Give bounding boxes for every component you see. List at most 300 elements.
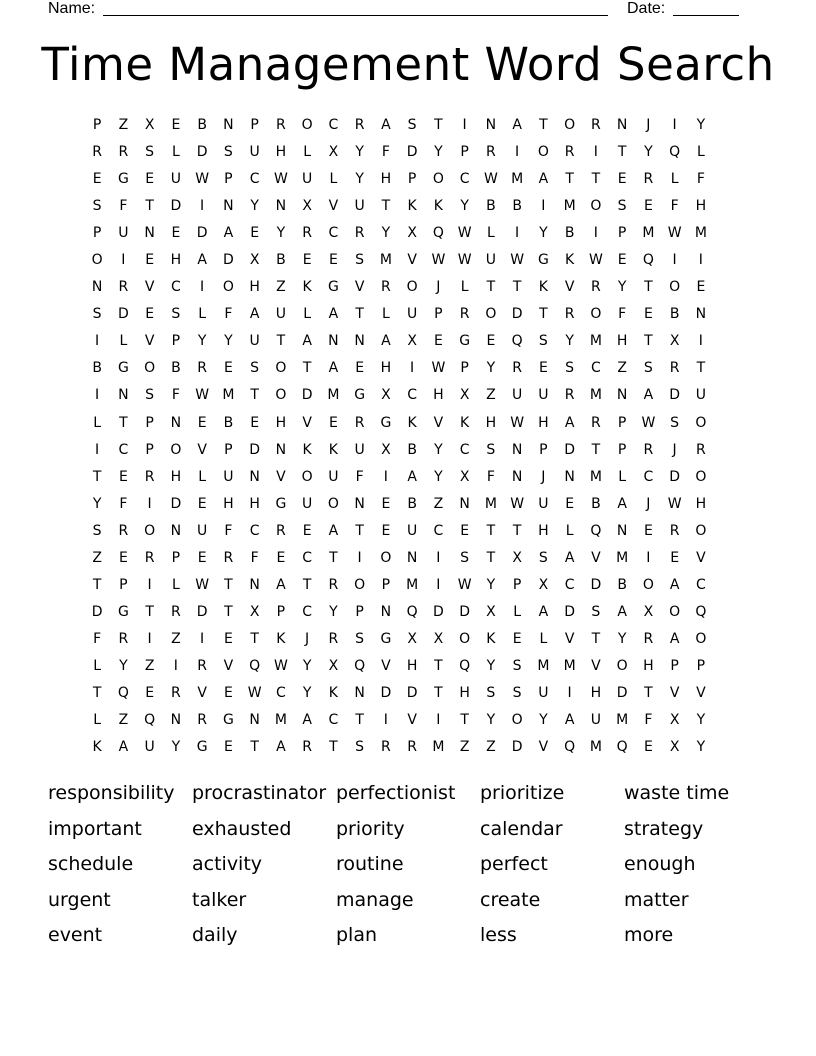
grid-letter[interactable]: R xyxy=(171,603,181,620)
grid-letter[interactable]: A xyxy=(407,468,417,485)
grid-letter[interactable]: T xyxy=(92,684,102,701)
grid-letter[interactable]: P xyxy=(460,360,469,377)
grid-letter[interactable]: S xyxy=(355,252,365,269)
grid-letter[interactable]: I xyxy=(436,712,441,729)
grid-letter[interactable]: S xyxy=(538,333,548,350)
grid-letter[interactable]: K xyxy=(433,198,443,215)
grid-letter[interactable]: F xyxy=(119,198,128,215)
grid-letter[interactable]: D xyxy=(406,684,418,701)
grid-letter[interactable]: W xyxy=(510,414,525,431)
grid-letter[interactable]: P xyxy=(171,333,181,350)
grid-letter[interactable]: W xyxy=(195,387,210,404)
grid-letter[interactable]: I xyxy=(462,117,467,133)
grid-letter[interactable]: O xyxy=(380,549,392,566)
grid-letter[interactable]: I xyxy=(147,495,152,512)
grid-letter[interactable]: R xyxy=(197,360,207,377)
grid-letter[interactable]: C xyxy=(459,171,470,188)
grid-letter[interactable]: J xyxy=(436,279,441,296)
grid-letter[interactable]: O xyxy=(485,306,497,323)
grid-letter[interactable]: D xyxy=(511,739,523,756)
grid-letter[interactable]: R xyxy=(118,144,129,161)
grid-letter[interactable]: J xyxy=(305,630,310,647)
grid-letter[interactable]: M xyxy=(589,387,602,404)
grid-letter[interactable]: C xyxy=(170,279,181,296)
grid-letter[interactable]: R xyxy=(459,306,470,323)
grid-letter[interactable]: B xyxy=(512,198,522,215)
grid-letter[interactable]: B xyxy=(407,495,417,512)
grid-letter[interactable]: E xyxy=(145,306,155,323)
grid-letter[interactable]: U xyxy=(170,171,181,188)
grid-letter[interactable]: I xyxy=(173,657,178,674)
grid-letter[interactable]: T xyxy=(329,739,338,756)
grid-letter[interactable]: Y xyxy=(302,657,312,674)
name-blank-line[interactable] xyxy=(103,15,608,16)
grid-letter[interactable]: U xyxy=(538,684,549,701)
grid-letter[interactable]: W xyxy=(588,252,603,269)
grid-letter[interactable]: D xyxy=(406,144,418,161)
grid-letter[interactable]: Q xyxy=(406,603,418,620)
grid-letter[interactable]: N xyxy=(406,549,418,566)
grid-letter[interactable]: R xyxy=(564,144,575,161)
grid-letter[interactable]: T xyxy=(486,522,496,539)
grid-letter[interactable]: T xyxy=(539,306,548,323)
grid-letter[interactable]: B xyxy=(197,117,207,133)
grid-letter[interactable]: W xyxy=(483,171,498,188)
grid-letter[interactable]: R xyxy=(171,684,181,701)
grid-letter[interactable]: G xyxy=(354,387,366,404)
grid-letter[interactable]: H xyxy=(616,333,628,350)
grid-letter[interactable]: F xyxy=(355,468,364,485)
grid-letter[interactable]: H xyxy=(538,522,549,539)
grid-letter[interactable]: P xyxy=(145,441,154,458)
grid-letter[interactable]: Z xyxy=(171,630,181,647)
grid-letter[interactable]: O xyxy=(354,576,366,593)
grid-letter[interactable]: E xyxy=(171,117,181,133)
grid-letter[interactable]: P xyxy=(539,441,548,458)
grid-letter[interactable]: Y xyxy=(644,144,653,161)
grid-letter[interactable]: R xyxy=(118,522,129,539)
grid-letter[interactable]: E xyxy=(302,522,312,539)
grid-letter[interactable]: N xyxy=(511,468,523,485)
grid-letter[interactable]: F xyxy=(224,306,233,323)
grid-letter[interactable]: E xyxy=(197,549,207,566)
grid-letter[interactable]: Y xyxy=(696,712,706,729)
grid-letter[interactable]: L xyxy=(381,306,390,323)
grid-letter[interactable]: R xyxy=(144,549,155,566)
grid-letter[interactable]: W xyxy=(457,576,472,593)
grid-letter[interactable]: X xyxy=(669,712,680,729)
grid-letter[interactable]: X xyxy=(459,468,470,485)
grid-letter[interactable]: P xyxy=(224,171,233,188)
grid-letter[interactable]: D xyxy=(170,198,182,215)
grid-letter[interactable]: X xyxy=(459,387,470,404)
grid-letter[interactable]: Y xyxy=(197,333,207,350)
grid-letter[interactable]: O xyxy=(642,576,654,593)
grid-letter[interactable]: T xyxy=(92,468,102,485)
grid-letter[interactable]: W xyxy=(195,576,210,593)
grid-letter[interactable]: L xyxy=(303,306,312,323)
grid-letter[interactable]: Y xyxy=(696,117,706,133)
grid-letter[interactable]: M xyxy=(616,549,629,566)
grid-letter[interactable]: P xyxy=(696,657,706,674)
grid-letter[interactable]: S xyxy=(407,117,417,133)
grid-letter[interactable]: C xyxy=(275,684,286,701)
grid-letter[interactable]: V xyxy=(144,333,155,350)
grid-letter[interactable]: E xyxy=(302,252,312,269)
grid-letter[interactable]: H xyxy=(433,387,444,404)
grid-letter[interactable]: E xyxy=(171,225,181,242)
grid-letter[interactable]: J xyxy=(646,495,651,512)
grid-letter[interactable]: Y xyxy=(486,657,496,674)
grid-letter[interactable]: D xyxy=(616,684,628,701)
grid-letter[interactable]: R xyxy=(144,468,155,485)
grid-letter[interactable]: X xyxy=(407,225,417,242)
grid-letter[interactable]: A xyxy=(617,603,627,620)
grid-letter[interactable]: T xyxy=(434,117,443,133)
grid-letter[interactable]: K xyxy=(276,630,286,647)
grid-letter[interactable]: G xyxy=(459,333,471,350)
grid-letter[interactable]: N xyxy=(328,333,339,350)
grid-letter[interactable]: G xyxy=(117,171,129,188)
grid-letter[interactable]: W xyxy=(247,684,262,701)
grid-letter[interactable]: H xyxy=(538,414,549,431)
grid-letter[interactable]: O xyxy=(91,252,103,269)
grid-letter[interactable]: S xyxy=(145,387,155,404)
grid-letter[interactable]: I xyxy=(436,576,441,593)
grid-letter[interactable]: I xyxy=(95,441,100,458)
grid-letter[interactable]: L xyxy=(565,522,574,539)
grid-letter[interactable]: U xyxy=(275,306,286,323)
grid-letter[interactable]: H xyxy=(249,495,260,512)
grid-letter[interactable]: R xyxy=(564,306,575,323)
grid-letter[interactable]: H xyxy=(275,144,287,161)
grid-letter[interactable]: H xyxy=(590,684,602,701)
grid-letter[interactable]: L xyxy=(93,657,102,674)
grid-letter[interactable]: R xyxy=(669,522,680,539)
grid-letter[interactable]: M xyxy=(642,225,655,242)
grid-letter[interactable]: L xyxy=(303,144,312,161)
grid-letter[interactable]: A xyxy=(643,387,654,404)
grid-letter[interactable]: I xyxy=(672,252,677,269)
grid-letter[interactable]: L xyxy=(171,576,180,593)
grid-letter[interactable]: Z xyxy=(486,739,496,756)
grid-letter[interactable]: N xyxy=(354,495,365,512)
grid-letter[interactable]: T xyxy=(119,414,128,431)
grid-letter[interactable]: E xyxy=(643,739,653,756)
grid-letter[interactable]: T xyxy=(591,630,601,647)
grid-letter[interactable]: J xyxy=(672,441,677,458)
grid-letter[interactable]: S xyxy=(565,360,575,377)
grid-letter[interactable]: E xyxy=(197,414,207,431)
grid-letter[interactable]: A xyxy=(538,603,549,620)
grid-letter[interactable]: O xyxy=(511,712,523,729)
grid-letter[interactable]: Q xyxy=(669,144,681,161)
grid-letter[interactable]: L xyxy=(539,630,548,647)
grid-letter[interactable]: W xyxy=(457,225,472,242)
grid-letter[interactable]: E xyxy=(538,360,548,377)
grid-letter[interactable]: R xyxy=(354,414,365,431)
grid-letter[interactable]: I xyxy=(515,144,520,161)
grid-letter[interactable]: X xyxy=(249,252,260,269)
grid-letter[interactable]: S xyxy=(92,198,102,215)
grid-letter[interactable]: N xyxy=(91,279,103,296)
grid-letter[interactable]: J xyxy=(646,117,651,133)
grid-letter[interactable]: T xyxy=(381,198,391,215)
grid-letter[interactable]: V xyxy=(696,549,706,566)
grid-letter[interactable]: Y xyxy=(276,225,286,242)
grid-letter[interactable]: N xyxy=(616,117,628,133)
grid-letter[interactable]: A xyxy=(249,306,260,323)
grid-letter[interactable]: T xyxy=(250,630,259,647)
grid-letter[interactable]: I xyxy=(698,252,703,269)
grid-letter[interactable]: T xyxy=(460,712,469,729)
grid-letter[interactable]: S xyxy=(538,549,548,566)
grid-letter[interactable]: R xyxy=(302,225,312,242)
grid-letter[interactable]: R xyxy=(643,171,654,188)
grid-letter[interactable]: P xyxy=(617,414,627,431)
grid-letter[interactable]: L xyxy=(198,468,207,485)
grid-letter[interactable]: T xyxy=(434,657,443,674)
grid-letter[interactable]: I xyxy=(593,144,598,161)
grid-letter[interactable]: L xyxy=(93,712,102,729)
grid-letter[interactable]: Y xyxy=(434,144,443,161)
grid-letter[interactable]: D xyxy=(196,225,208,242)
grid-letter[interactable]: K xyxy=(328,684,338,701)
grid-letter[interactable]: E xyxy=(145,252,155,269)
grid-letter[interactable]: M xyxy=(327,387,340,404)
grid-letter[interactable]: E xyxy=(512,630,522,647)
grid-letter[interactable]: N xyxy=(485,117,497,133)
grid-letter[interactable]: W xyxy=(667,495,682,512)
grid-letter[interactable]: M xyxy=(589,468,602,485)
grid-letter[interactable]: C xyxy=(328,117,339,133)
grid-letter[interactable]: U xyxy=(695,387,706,404)
grid-letter[interactable]: X xyxy=(512,549,522,566)
grid-letter[interactable]: N xyxy=(170,414,182,431)
grid-letter[interactable]: P xyxy=(617,225,627,242)
grid-letter[interactable]: M xyxy=(563,198,576,215)
grid-letter[interactable]: Q xyxy=(590,522,602,539)
grid-letter[interactable]: X xyxy=(643,603,654,620)
grid-letter[interactable]: W xyxy=(431,360,446,377)
grid-letter[interactable]: W xyxy=(273,657,288,674)
grid-letter[interactable]: T xyxy=(276,333,286,350)
grid-letter[interactable]: D xyxy=(459,603,471,620)
date-blank-line[interactable] xyxy=(673,15,739,16)
grid-letter[interactable]: K xyxy=(328,441,338,458)
grid-letter[interactable]: N xyxy=(354,684,365,701)
grid-letter[interactable]: I xyxy=(357,549,362,566)
grid-letter[interactable]: E xyxy=(223,360,233,377)
grid-letter[interactable]: Z xyxy=(433,495,444,512)
grid-letter[interactable]: D xyxy=(301,387,313,404)
grid-letter[interactable]: I xyxy=(200,630,205,647)
grid-letter[interactable]: S xyxy=(486,441,496,458)
grid-letter[interactable]: O xyxy=(170,441,182,458)
grid-letter[interactable]: T xyxy=(434,684,443,701)
grid-letter[interactable]: S xyxy=(171,306,181,323)
grid-letter[interactable]: I xyxy=(593,225,598,242)
grid-letter[interactable]: W xyxy=(510,252,525,269)
grid-letter[interactable]: N xyxy=(275,198,287,215)
grid-letter[interactable]: K xyxy=(565,252,575,269)
grid-letter[interactable]: U xyxy=(354,441,365,458)
grid-letter[interactable]: D xyxy=(432,603,444,620)
grid-letter[interactable]: O xyxy=(144,360,156,377)
grid-letter[interactable]: D xyxy=(669,468,681,485)
grid-letter[interactable]: X xyxy=(433,630,444,647)
grid-letter[interactable]: E xyxy=(328,252,338,269)
grid-letter[interactable]: P xyxy=(670,657,679,674)
grid-letter[interactable]: T xyxy=(224,603,233,620)
grid-letter[interactable]: V xyxy=(276,468,286,485)
grid-letter[interactable]: W xyxy=(641,414,656,431)
grid-letter[interactable]: H xyxy=(275,414,287,431)
grid-letter[interactable]: X xyxy=(328,657,339,674)
grid-letter[interactable]: R xyxy=(643,630,654,647)
grid-letter[interactable]: Y xyxy=(617,279,627,296)
grid-letter[interactable]: Q xyxy=(144,712,156,729)
grid-letter[interactable]: F xyxy=(618,306,627,323)
grid-letter[interactable]: Z xyxy=(486,387,496,404)
grid-letter[interactable]: X xyxy=(328,144,339,161)
grid-letter[interactable]: P xyxy=(92,225,102,242)
grid-letter[interactable]: O xyxy=(432,171,444,188)
grid-letter[interactable]: C xyxy=(249,522,260,539)
grid-letter[interactable]: F xyxy=(119,495,128,512)
grid-letter[interactable]: A xyxy=(302,712,312,729)
grid-letter[interactable]: O xyxy=(669,603,681,620)
grid-letter[interactable]: G xyxy=(222,712,234,729)
grid-letter[interactable]: G xyxy=(380,630,392,647)
grid-letter[interactable]: K xyxy=(486,630,496,647)
grid-letter[interactable]: C xyxy=(459,441,470,458)
grid-letter[interactable]: P xyxy=(617,441,627,458)
grid-letter[interactable]: V xyxy=(223,657,234,674)
grid-letter[interactable]: Z xyxy=(118,712,129,729)
grid-letter[interactable]: U xyxy=(328,468,339,485)
grid-letter[interactable]: I xyxy=(147,630,152,647)
grid-letter[interactable]: K xyxy=(460,414,470,431)
grid-letter[interactable]: I xyxy=(121,252,126,269)
grid-letter[interactable]: F xyxy=(250,549,259,566)
grid-letter[interactable]: I xyxy=(567,684,572,701)
grid-letter[interactable]: V xyxy=(564,279,575,296)
grid-letter[interactable]: E xyxy=(643,198,653,215)
grid-letter[interactable]: A xyxy=(118,739,129,756)
grid-letter[interactable]: M xyxy=(484,495,497,512)
grid-letter[interactable]: A xyxy=(276,576,286,593)
grid-letter[interactable]: S xyxy=(617,198,627,215)
grid-letter[interactable]: R xyxy=(407,739,417,756)
grid-letter[interactable]: T xyxy=(565,171,574,188)
grid-letter[interactable]: M xyxy=(222,387,235,404)
grid-letter[interactable]: F xyxy=(171,387,180,404)
grid-letter[interactable]: X xyxy=(486,603,496,620)
grid-letter[interactable]: O xyxy=(695,630,707,647)
grid-letter[interactable]: D xyxy=(222,252,234,269)
grid-letter[interactable]: E xyxy=(223,739,233,756)
grid-letter[interactable]: N xyxy=(170,522,182,539)
grid-letter[interactable]: X xyxy=(669,739,680,756)
grid-letter[interactable]: G xyxy=(537,252,549,269)
grid-letter[interactable]: D xyxy=(196,603,208,620)
grid-letter[interactable]: N xyxy=(616,522,628,539)
grid-letter[interactable]: Y xyxy=(381,225,391,242)
grid-letter[interactable]: R xyxy=(512,360,522,377)
grid-letter[interactable]: N xyxy=(695,306,707,323)
grid-letter[interactable]: V xyxy=(591,549,601,566)
grid-letter[interactable]: Q xyxy=(642,252,654,269)
grid-letter[interactable]: R xyxy=(381,739,391,756)
grid-letter[interactable]: E xyxy=(223,684,233,701)
grid-letter[interactable]: N xyxy=(144,225,155,242)
grid-letter[interactable]: L xyxy=(618,468,627,485)
grid-letter[interactable]: B xyxy=(171,360,181,377)
grid-letter[interactable]: S xyxy=(92,306,102,323)
grid-letter[interactable]: G xyxy=(327,279,339,296)
grid-letter[interactable]: Z xyxy=(276,279,286,296)
grid-letter[interactable]: I xyxy=(200,279,205,296)
grid-letter[interactable]: I xyxy=(541,198,546,215)
grid-letter[interactable]: Z xyxy=(118,117,129,133)
grid-letter[interactable]: B xyxy=(564,225,575,242)
grid-letter[interactable]: R xyxy=(328,576,339,593)
grid-letter[interactable]: B xyxy=(223,414,234,431)
grid-letter[interactable]: Z xyxy=(459,739,470,756)
grid-letter[interactable]: S xyxy=(355,630,365,647)
grid-letter[interactable]: T xyxy=(644,333,653,350)
grid-letter[interactable]: C xyxy=(118,441,129,458)
grid-letter[interactable]: O xyxy=(695,522,707,539)
grid-letter[interactable]: V xyxy=(669,684,680,701)
grid-letter[interactable]: Y xyxy=(329,603,338,620)
grid-letter[interactable]: I xyxy=(383,468,388,485)
grid-letter[interactable]: N xyxy=(249,712,260,729)
grid-letter[interactable]: W xyxy=(431,252,446,269)
grid-letter[interactable]: S xyxy=(512,684,522,701)
grid-letter[interactable]: H xyxy=(643,657,654,674)
grid-letter[interactable]: M xyxy=(589,739,602,756)
grid-letter[interactable]: V xyxy=(328,198,339,215)
grid-letter[interactable]: E xyxy=(276,549,286,566)
grid-letter[interactable]: Y xyxy=(302,684,312,701)
grid-letter[interactable]: A xyxy=(328,522,339,539)
grid-letter[interactable]: D xyxy=(380,684,392,701)
grid-letter[interactable]: I xyxy=(646,549,651,566)
grid-letter[interactable]: U xyxy=(354,198,365,215)
grid-letter[interactable]: A xyxy=(512,117,522,133)
grid-letter[interactable]: V xyxy=(591,657,601,674)
grid-letter[interactable]: E xyxy=(145,684,155,701)
grid-letter[interactable]: T xyxy=(512,522,522,539)
grid-letter[interactable]: R xyxy=(591,279,601,296)
grid-letter[interactable]: G xyxy=(380,414,392,431)
grid-letter[interactable]: I xyxy=(95,387,100,404)
grid-letter[interactable]: L xyxy=(460,279,469,296)
grid-letter[interactable]: K xyxy=(407,198,417,215)
grid-letter[interactable]: I xyxy=(383,712,388,729)
grid-letter[interactable]: A xyxy=(669,630,680,647)
grid-letter[interactable]: M xyxy=(432,739,445,756)
grid-letter[interactable]: N xyxy=(564,468,575,485)
grid-letter[interactable]: F xyxy=(93,630,102,647)
grid-letter[interactable]: E xyxy=(250,414,260,431)
grid-letter[interactable]: R xyxy=(486,144,496,161)
grid-letter[interactable]: D xyxy=(564,603,576,620)
grid-letter[interactable]: O xyxy=(301,468,313,485)
grid-letter[interactable]: L xyxy=(198,306,207,323)
